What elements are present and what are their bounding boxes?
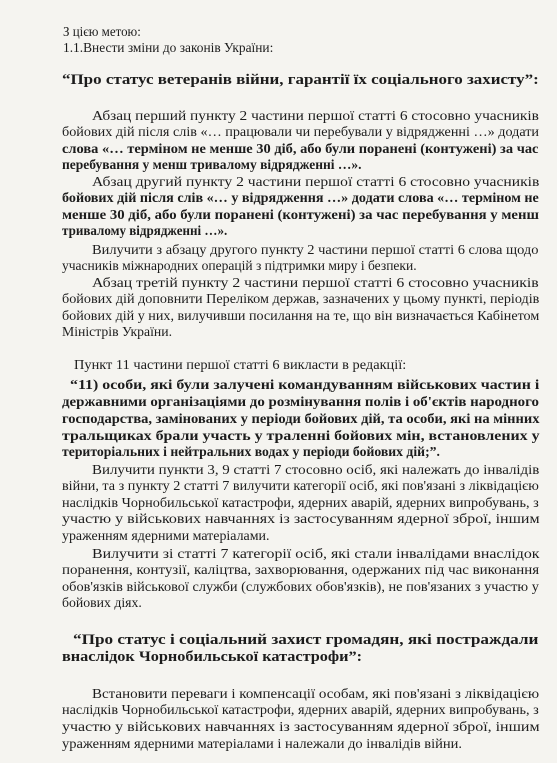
text-line: перебування у менш тривалому відрядженні …». [62,157,362,172]
text-line: ураженням ядерними матеріалами і належали до інвалідів війни. [62,736,462,751]
text-line: участю у військових навчаннях із застосуванням ядерної зброї, іншим [62,511,540,526]
text-line: поранення, контузії, каліцтва, захворювання, одержаних під час виконання [62,562,540,577]
text-line: ураженням ядерними матеріалами. [62,528,270,543]
text-line: бойових дій у них, вилучивши посилання на те, що він визначається Кабінетом [62,308,540,323]
text-line: “11) особи, які були залучені командуванням військових частин і [70,377,540,392]
text-line: бойових діях. [62,595,142,610]
text-line: тральщиках брали участь у траленні бойових мін, встановлених у [62,428,540,443]
text-line: учасників міжнародних операцій з підтримки миру і безпеки. [62,258,417,273]
text-line: менше 30 діб, або були поранені (контужені) за час перебування у менш [62,207,539,222]
text-line: Вилучити пункти 3, 9 статті 7 стосовно осіб, які належать до інвалідів [92,462,540,477]
text-line: війни, та з пункту 2 статті 7 вилучити категорії осіб, які пов'язані з ліквідацією [62,478,539,493]
text-line: обов'язків військової служби (службових обов'язків), не пов'язаних з участю у [62,579,539,594]
text-line: бойових дій після слів «… у відрядження …» додати слова «… терміном не [62,190,539,205]
text-line: “Про статус ветеранів війни, гарантії їх соціального захисту”: [62,72,539,88]
text-line: Встановити переваги і компенсації особам, які пов'язані з ліквідацією [92,686,540,701]
text-line: слова «… терміном не менше 30 діб, або були поранені (контужені) за час [62,141,539,156]
text-line: Міністрів України. [62,324,173,339]
text-line: Вилучити з абзацу другого пункту 2 частини першої статті 6 слова щодо [92,242,539,257]
text-line: “Про статус і соціальний захист громадян, які постраждали [73,632,539,648]
text-line: територіальних і нейтральних водах у періоди бойових дій;”. [62,444,440,459]
text-line: господарства, замінованих у періоди бойових дій, та особи, які на мінних [62,411,540,426]
text-line: З цією метою: [63,24,141,39]
text-line: внаслідок Чорнобильської катастрофи”: [62,649,363,665]
text-line: 1.1.Внести зміни до законів України: [63,40,274,55]
text-line: Пункт 11 частини першої статті 6 викласти в редакції: [74,357,407,372]
text-line: Абзац третій пункту 2 частини першої статті 6 стосовно учасників [92,275,539,290]
text-line: бойових дій після слів «… працювали чи перебували у відрядженні …» додати [62,124,540,139]
text-line: Абзац перший пункту 2 частини першої статті 6 стосовно учасників [92,108,539,123]
text-line: участю у військових навчаннях із застосуванням ядерної зброї, іншим [62,719,540,734]
text-line: наслідків Чорнобильської катастрофи, ядерних аварій, ядерних випробувань, з [62,702,539,717]
text-line: тривалому відрядженні …». [62,223,228,238]
text-line: Абзац другий пункту 2 частини першої статті 6 стосовно учасників [92,174,540,189]
text-line: бойових дій доповнити Переліком держав, зазначених у цьому пункті, періодів [62,291,540,306]
text-line: Вилучити зі статті 7 категорії осіб, які стали інвалідами внаслідок [92,546,540,561]
text-line: державними організаціями до розмінування полів і об'єктів народного [62,394,539,409]
text-line: наслідків Чорнобильської катастрофи, ядерних аварій, ядерних випробувань, з [62,495,539,510]
